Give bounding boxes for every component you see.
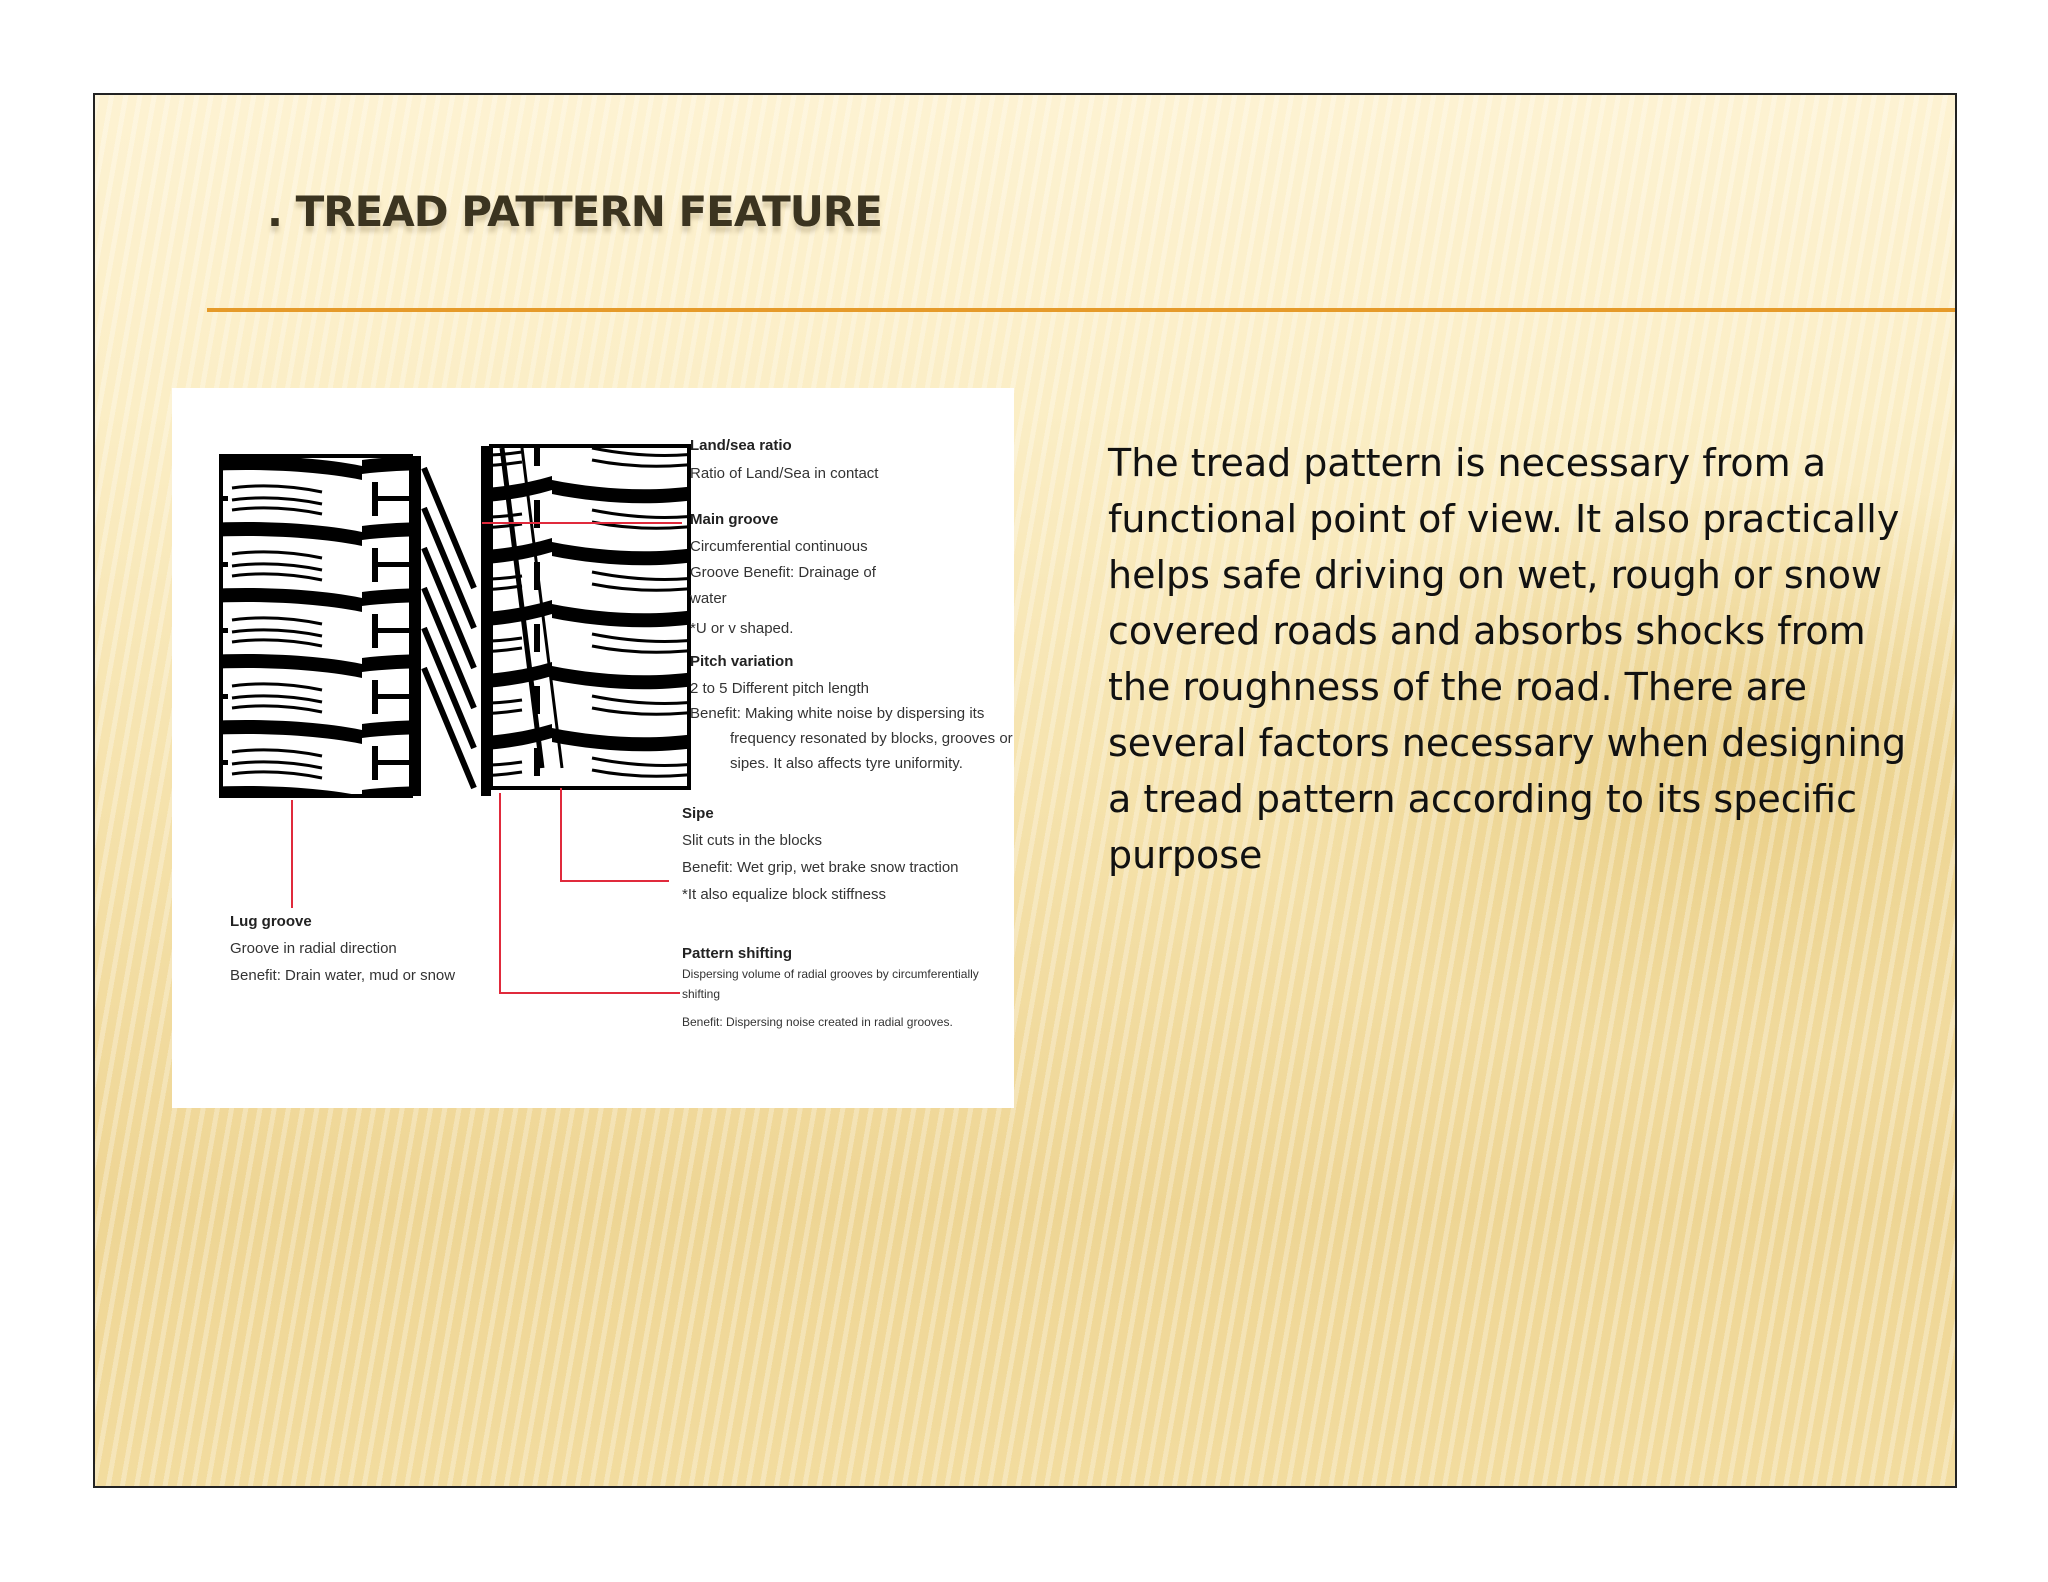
svg-text:*U or v shaped.: *U or v shaped. [690,620,794,637]
svg-text:Benefit: Wet grip, wet brake s: Benefit: Wet grip, wet brake snow traction [682,859,959,876]
svg-text:frequency resonated by blocks,: frequency resonated by blocks, grooves or [730,730,1013,747]
tread-drawing [221,446,689,796]
label-main-groove [689,511,877,637]
svg-text:water: water [690,590,727,607]
svg-text:Circumferential continuous: Circumferential continuous [690,538,868,555]
svg-text:sipes. It also affects tyre un: sipes. It also affects tyre uniformity. [730,755,963,772]
svg-text:Sipe: Sipe [682,805,714,822]
svg-text:Lug groove: Lug groove [230,913,312,930]
label-land-sea [690,437,879,482]
label-sipe [682,805,959,903]
svg-text:Land/sea ratio: Land/sea ratio [690,437,792,454]
svg-text:Groove in radial direction: Groove in radial direction [230,940,397,957]
svg-text:Pitch variation: Pitch variation [690,653,794,670]
svg-text:Slit cuts in the blocks: Slit cuts in the blocks [682,832,823,849]
svg-text:Benefit: Drain water, mud or s: Benefit: Drain water, mud or snow [230,967,456,984]
svg-text:*It also equalize block stiffn: *It also equalize block stiffness [682,886,887,903]
label-lug-groove [230,913,455,984]
svg-text:Dispersing volume of radial gr: Dispersing volume of radial grooves by circumferentially [682,967,979,981]
main-groove-band [421,456,481,796]
title-divider [207,308,1955,312]
svg-text:Pattern shifting: Pattern shifting [682,945,793,962]
svg-text:shifting: shifting [682,987,721,1001]
svg-text:Groove Benefit: Drainage of: Groove Benefit: Drainage of [690,564,876,581]
tread-pattern-diagram [172,388,1014,1108]
svg-text:Main groove: Main groove [690,511,779,528]
label-pitch-variation [690,653,1013,772]
svg-text:Benefit: Making white noise by: Benefit: Making white noise by dispersing its [690,705,985,722]
tread-diagram-svg [172,388,1014,1108]
slide [93,93,1957,1488]
slide-title: . TREAD PATTERN FEATURE [267,187,882,236]
label-pattern-shifting [682,945,979,1029]
slide-body-text: The tread pattern is necessary from a functional point of view. It also practically helps safe driving on wet, rough or snow covered roads and absorbs shocks from the roughness of the road. There are several factors necessary when designing a tread pattern according to its specific purpose [1108,441,1907,877]
svg-text:Ratio of Land/Sea in contact: Ratio of Land/Sea in contact [690,465,879,482]
svg-text:Benefit: Dispersing noise crea: Benefit: Dispersing noise created in radial grooves. [682,1015,953,1029]
svg-text:2 to 5 Different pitch length: 2 to 5 Different pitch length [690,680,870,697]
